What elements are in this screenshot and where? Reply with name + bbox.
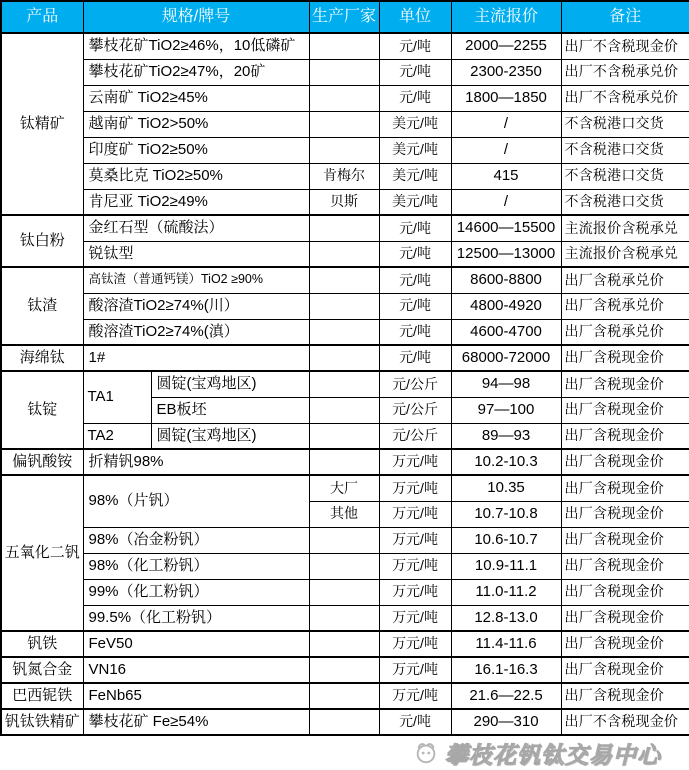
table-row bbox=[1, 449, 689, 475]
unit-cell: 美元/吨 bbox=[379, 189, 451, 215]
spec-cell: 98%（片钒） bbox=[83, 475, 309, 527]
price-cell: 1800—1850 bbox=[451, 85, 561, 111]
note-cell: 出厂含税现金价 bbox=[561, 631, 689, 657]
product-cell: 海绵钛 bbox=[1, 345, 83, 371]
spec-cell: VN16 bbox=[83, 657, 309, 683]
spec-cell: 印度矿 TiO2≥50% bbox=[83, 137, 309, 163]
note-cell: 出厂不含税现金价 bbox=[561, 33, 689, 59]
producer-cell bbox=[309, 579, 379, 605]
price-cell: 97—100 bbox=[451, 397, 561, 423]
unit-cell: 美元/吨 bbox=[379, 137, 451, 163]
note-cell: 出厂含税现金价 bbox=[561, 527, 689, 553]
note-cell: 出厂含税现金价 bbox=[561, 553, 689, 579]
unit-cell: 万元/吨 bbox=[379, 631, 451, 657]
note-cell: 出厂含税承兑价 bbox=[561, 319, 689, 345]
spec-cell: 高钛渣（普通钙镁）TiO2 ≥90% bbox=[83, 267, 309, 293]
unit-cell: 万元/吨 bbox=[379, 475, 451, 501]
product-cell: 钛精矿 bbox=[1, 33, 83, 215]
exchange-logo-icon bbox=[413, 740, 439, 766]
unit-cell: 元/吨 bbox=[379, 241, 451, 267]
price-cell: 2300-2350 bbox=[451, 59, 561, 85]
note-cell: 出厂不含税承兑价 bbox=[561, 85, 689, 111]
col-header-price: 主流报价 bbox=[451, 1, 561, 33]
producer-cell bbox=[309, 111, 379, 137]
col-header-unit: 单位 bbox=[379, 1, 451, 33]
price-cell: 16.1-16.3 bbox=[451, 657, 561, 683]
unit-cell: 美元/吨 bbox=[379, 111, 451, 137]
price-cell: 11.0-11.2 bbox=[451, 579, 561, 605]
note-cell: 出厂含税现金价 bbox=[561, 475, 689, 501]
price-cell: 68000-72000 bbox=[451, 345, 561, 371]
unit-cell: 元/公斤 bbox=[379, 371, 451, 397]
table-row bbox=[1, 631, 689, 657]
price-cell: / bbox=[451, 111, 561, 137]
producer-cell bbox=[309, 657, 379, 683]
spec-cell: FeV50 bbox=[83, 631, 309, 657]
note-cell: 不含税港口交货 bbox=[561, 189, 689, 215]
price-cell: / bbox=[451, 137, 561, 163]
spec-cell: 攀枝花矿TiO2≥46%，10低磷矿 bbox=[83, 33, 309, 59]
price-cell: 10.7-10.8 bbox=[451, 501, 561, 527]
price-cell: 10.35 bbox=[451, 475, 561, 501]
table-row bbox=[1, 215, 689, 241]
price-cell: 2000—2255 bbox=[451, 33, 561, 59]
producer-cell bbox=[309, 553, 379, 579]
table-row bbox=[1, 85, 689, 111]
col-header-producer: 生产厂家 bbox=[309, 1, 379, 33]
spec-cell: 98%（冶金粉钒） bbox=[83, 527, 309, 553]
note-cell: 出厂含税现金价 bbox=[561, 657, 689, 683]
table-row bbox=[1, 293, 689, 319]
producer-cell bbox=[309, 345, 379, 371]
table-row bbox=[1, 189, 689, 215]
spec-cell: 99.5%（化工粉钒） bbox=[83, 605, 309, 631]
spec-cell: 云南矿 TiO2≥45% bbox=[83, 85, 309, 111]
unit-cell: 万元/吨 bbox=[379, 579, 451, 605]
table-row bbox=[1, 111, 689, 137]
unit-cell: 元/吨 bbox=[379, 33, 451, 59]
unit-cell: 元/吨 bbox=[379, 345, 451, 371]
table-row bbox=[1, 33, 689, 59]
producer-cell bbox=[309, 397, 379, 423]
producer-cell bbox=[309, 423, 379, 449]
table-row bbox=[1, 423, 689, 449]
producer-cell bbox=[309, 371, 379, 397]
note-cell: 出厂含税现金价 bbox=[561, 683, 689, 709]
producer-cell bbox=[309, 85, 379, 111]
price-cell: 14600—15500 bbox=[451, 215, 561, 241]
price-cell: 21.6—22.5 bbox=[451, 683, 561, 709]
price-cell: 12.8-13.0 bbox=[451, 605, 561, 631]
spec-cell: 折精钒98% bbox=[83, 449, 309, 475]
unit-cell: 元/吨 bbox=[379, 319, 451, 345]
note-cell: 出厂不含税现金价 bbox=[561, 709, 689, 735]
unit-cell: 元/吨 bbox=[379, 293, 451, 319]
col-header-spec: 规格/牌号 bbox=[83, 1, 309, 33]
table-row bbox=[1, 709, 689, 735]
spec-cell: 酸溶渣TiO2≥74%(川） bbox=[83, 293, 309, 319]
table-row bbox=[1, 319, 689, 345]
unit-cell: 万元/吨 bbox=[379, 501, 451, 527]
table-row bbox=[1, 553, 689, 579]
product-cell: 钒氮合金 bbox=[1, 657, 83, 683]
table-row bbox=[1, 657, 689, 683]
table-row bbox=[1, 241, 689, 267]
product-cell: 巴西铌铁 bbox=[1, 683, 83, 709]
producer-cell bbox=[309, 293, 379, 319]
note-cell: 主流报价含税承兑 bbox=[561, 215, 689, 241]
producer-cell bbox=[309, 137, 379, 163]
spec-cell: 99%（化工粉钒） bbox=[83, 579, 309, 605]
note-cell: 不含税港口交货 bbox=[561, 137, 689, 163]
unit-cell: 元/吨 bbox=[379, 709, 451, 735]
producer-cell bbox=[309, 267, 379, 293]
table-row bbox=[1, 683, 689, 709]
note-cell: 不含税港口交货 bbox=[561, 111, 689, 137]
spec-cell: EB板坯 bbox=[151, 397, 309, 423]
table-row bbox=[1, 163, 689, 189]
note-cell: 出厂含税现金价 bbox=[561, 579, 689, 605]
note-cell: 出厂不含税承兑价 bbox=[561, 59, 689, 85]
grade-cell: TA2 bbox=[83, 423, 151, 449]
spec-cell: 金红石型（硫酸法） bbox=[83, 215, 309, 241]
price-cell: 11.4-11.6 bbox=[451, 631, 561, 657]
unit-cell: 万元/吨 bbox=[379, 605, 451, 631]
product-cell: 偏钒酸铵 bbox=[1, 449, 83, 475]
table-row bbox=[1, 371, 689, 397]
note-cell: 出厂含税现金价 bbox=[561, 449, 689, 475]
note-cell: 出厂含税现金价 bbox=[561, 371, 689, 397]
unit-cell: 元/公斤 bbox=[379, 397, 451, 423]
unit-cell: 万元/吨 bbox=[379, 449, 451, 475]
unit-cell: 美元/吨 bbox=[379, 163, 451, 189]
unit-cell: 万元/吨 bbox=[379, 657, 451, 683]
unit-cell: 万元/吨 bbox=[379, 683, 451, 709]
price-cell: 89—93 bbox=[451, 423, 561, 449]
producer-cell: 大厂 bbox=[309, 475, 379, 501]
producer-cell bbox=[309, 59, 379, 85]
unit-cell: 万元/吨 bbox=[379, 527, 451, 553]
spec-cell: 锐钛型 bbox=[83, 241, 309, 267]
note-cell: 出厂含税现金价 bbox=[561, 501, 689, 527]
spec-cell: 莫桑比克 TiO2≥50% bbox=[83, 163, 309, 189]
producer-cell bbox=[309, 33, 379, 59]
price-cell: 290—310 bbox=[451, 709, 561, 735]
spec-cell: 攀枝花矿 Fe≥54% bbox=[83, 709, 309, 735]
producer-cell bbox=[309, 683, 379, 709]
watermark bbox=[413, 737, 661, 770]
producer-cell bbox=[309, 631, 379, 657]
note-cell: 出厂含税现金价 bbox=[561, 605, 689, 631]
table-header bbox=[1, 1, 689, 33]
producer-cell bbox=[309, 605, 379, 631]
price-cell: 12500—13000 bbox=[451, 241, 561, 267]
spec-cell: 圆锭(宝鸡地区) bbox=[151, 371, 309, 397]
table-row bbox=[1, 137, 689, 163]
spec-cell: FeNb65 bbox=[83, 683, 309, 709]
table-row bbox=[1, 605, 689, 631]
spec-cell: 98%（化工粉钒） bbox=[83, 553, 309, 579]
product-cell: 钛锭 bbox=[1, 371, 83, 449]
producer-cell: 贝斯 bbox=[309, 189, 379, 215]
note-cell: 出厂含税承兑价 bbox=[561, 293, 689, 319]
product-cell: 五氧化二钒 bbox=[1, 475, 83, 631]
unit-cell: 元/吨 bbox=[379, 59, 451, 85]
table-row bbox=[1, 475, 689, 501]
producer-cell bbox=[309, 241, 379, 267]
spec-cell: 酸溶渣TiO2≥74%(滇） bbox=[83, 319, 309, 345]
unit-cell: 元/吨 bbox=[379, 267, 451, 293]
producer-cell bbox=[309, 215, 379, 241]
spec-cell: 越南矿 TiO2>50% bbox=[83, 111, 309, 137]
watermark-text: 攀枝花钒钛交易中心 bbox=[445, 741, 661, 768]
note-cell: 出厂含税现金价 bbox=[561, 345, 689, 371]
producer-cell bbox=[309, 449, 379, 475]
note-cell: 出厂含税现金价 bbox=[561, 397, 689, 423]
price-cell: 415 bbox=[451, 163, 561, 189]
product-cell: 钒铁 bbox=[1, 631, 83, 657]
grade-cell: TA1 bbox=[83, 371, 151, 423]
col-header-product: 产品 bbox=[1, 1, 83, 33]
price-cell: 10.9-11.1 bbox=[451, 553, 561, 579]
producer-cell bbox=[309, 319, 379, 345]
producer-cell bbox=[309, 709, 379, 735]
price-cell: 8600-8800 bbox=[451, 267, 561, 293]
table-row bbox=[1, 527, 689, 553]
price-cell: 4600-4700 bbox=[451, 319, 561, 345]
note-cell: 主流报价含税承兑 bbox=[561, 241, 689, 267]
unit-cell: 元/吨 bbox=[379, 85, 451, 111]
producer-cell: 肯梅尔 bbox=[309, 163, 379, 189]
table-row bbox=[1, 267, 689, 293]
price-cell: / bbox=[451, 189, 561, 215]
product-cell: 钒钛铁精矿 bbox=[1, 709, 83, 735]
price-cell: 4800-4920 bbox=[451, 293, 561, 319]
unit-cell: 元/公斤 bbox=[379, 423, 451, 449]
table-row bbox=[1, 59, 689, 85]
producer-cell: 其他 bbox=[309, 501, 379, 527]
table-row bbox=[1, 345, 689, 371]
spec-cell: 肯尼亚 TiO2≥49% bbox=[83, 189, 309, 215]
product-cell: 钛渣 bbox=[1, 267, 83, 345]
unit-cell: 万元/吨 bbox=[379, 553, 451, 579]
price-cell: 10.2-10.3 bbox=[451, 449, 561, 475]
note-cell: 出厂含税承兑价 bbox=[561, 267, 689, 293]
unit-cell: 元/吨 bbox=[379, 215, 451, 241]
table-row bbox=[1, 579, 689, 605]
note-cell: 出厂含税现金价 bbox=[561, 423, 689, 449]
spec-cell: 攀枝花矿TiO2≥47%，20矿 bbox=[83, 59, 309, 85]
product-cell: 钛白粉 bbox=[1, 215, 83, 267]
price-cell: 94—98 bbox=[451, 371, 561, 397]
spec-cell: 圆锭(宝鸡地区) bbox=[151, 423, 309, 449]
producer-cell bbox=[309, 527, 379, 553]
col-header-note: 备注 bbox=[561, 1, 689, 33]
price-cell: 10.6-10.7 bbox=[451, 527, 561, 553]
spec-cell: 1# bbox=[83, 345, 309, 371]
note-cell: 不含税港口交货 bbox=[561, 163, 689, 189]
watermark-bar bbox=[0, 736, 689, 770]
